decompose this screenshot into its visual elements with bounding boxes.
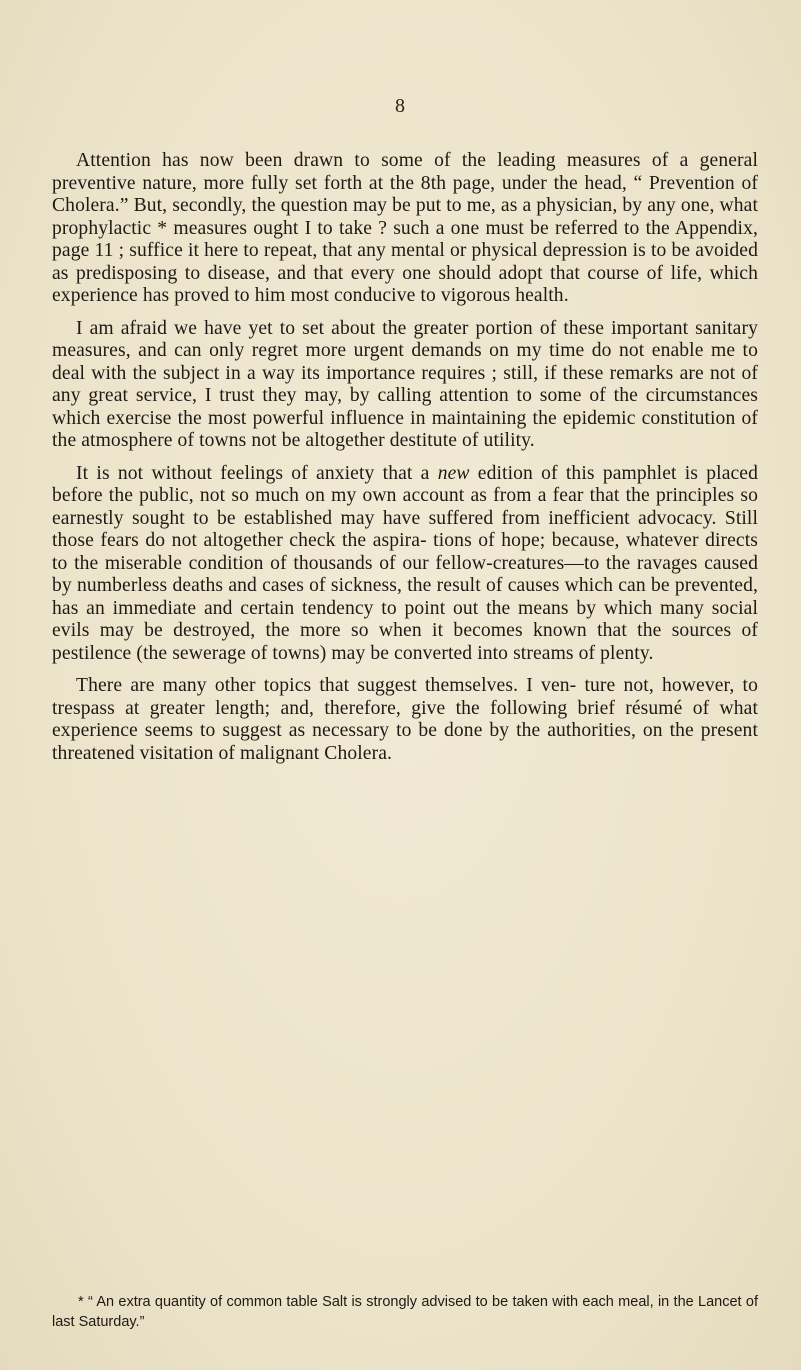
paragraph-3-rest: edition of this pamphlet is placed before the public, not so much on my own account as from a fear that the principles so earnestly sought to be established may have suffered from inefficient advocacy. Still those fears do not altogether check the aspira- tions of hope; because, whatever directs to the miserable condition of thousands of our fellow-creatures—to the ravages caused by numberless deaths and cases of sickness, the result of causes which can be prevented, has an immediate and certain tendency to point out the means by which many social evils may be destroyed, the more so when it becomes known that the sources of pestilence (the sewerage of towns) may be converted into streams of plenty. <box>52 462 758 664</box>
paragraph-3-emphasis: new <box>437 462 470 484</box>
footnote-text: * “ An extra quantity of common table Salt is strongly advised to be taken with each meal, in the Lancet of last Saturday.” <box>52 1294 758 1330</box>
footnote <box>52 1292 758 1332</box>
paragraph-4: There are many other topics that suggest themselves. I ven- ture not, however, to trespass at greater length; and, therefore, give the following brief résumé of what experience seems to suggest as necessary to be done by the authorities, on the present threatened visitation of malignant Cholera. <box>52 675 758 764</box>
paragraph-3-start: It is not without feelings of anxiety that a <box>76 462 438 484</box>
paragraph-2: I am afraid we have yet to set about the greater portion of these important sanitary measures, and can only regret more urgent demands on my time do not enable me to deal with the subject in a way its importance requires ; still, if these remarks are not of any great service, I trust they may, by calling attention to some of the circumstances which exercise the most powerful influence in maintaining the epidemic constitution of the atmosphere of towns not be altogether destitute of utility. <box>52 317 758 451</box>
paragraph-1: Attention has now been drawn to some of the leading measures of a general preventive nature, more fully set forth at the 8th page, under the head, “ Prevention of Cholera.” But, secondly, the question may be put to me, as a physician, by any one, what prophylactic * measures ought I to take ? such a one must be referred to the Appendix, page 11 ; suffice it here to repeat, that any mental or physical depression is to be avoided as predisposing to disease, and that every one should adopt that course of life, which experience has proved to him most conducive to vigorous health. <box>52 150 758 306</box>
body-text <box>52 150 758 775</box>
paragraph-3 <box>52 463 758 666</box>
page-number: 8 <box>395 95 405 117</box>
